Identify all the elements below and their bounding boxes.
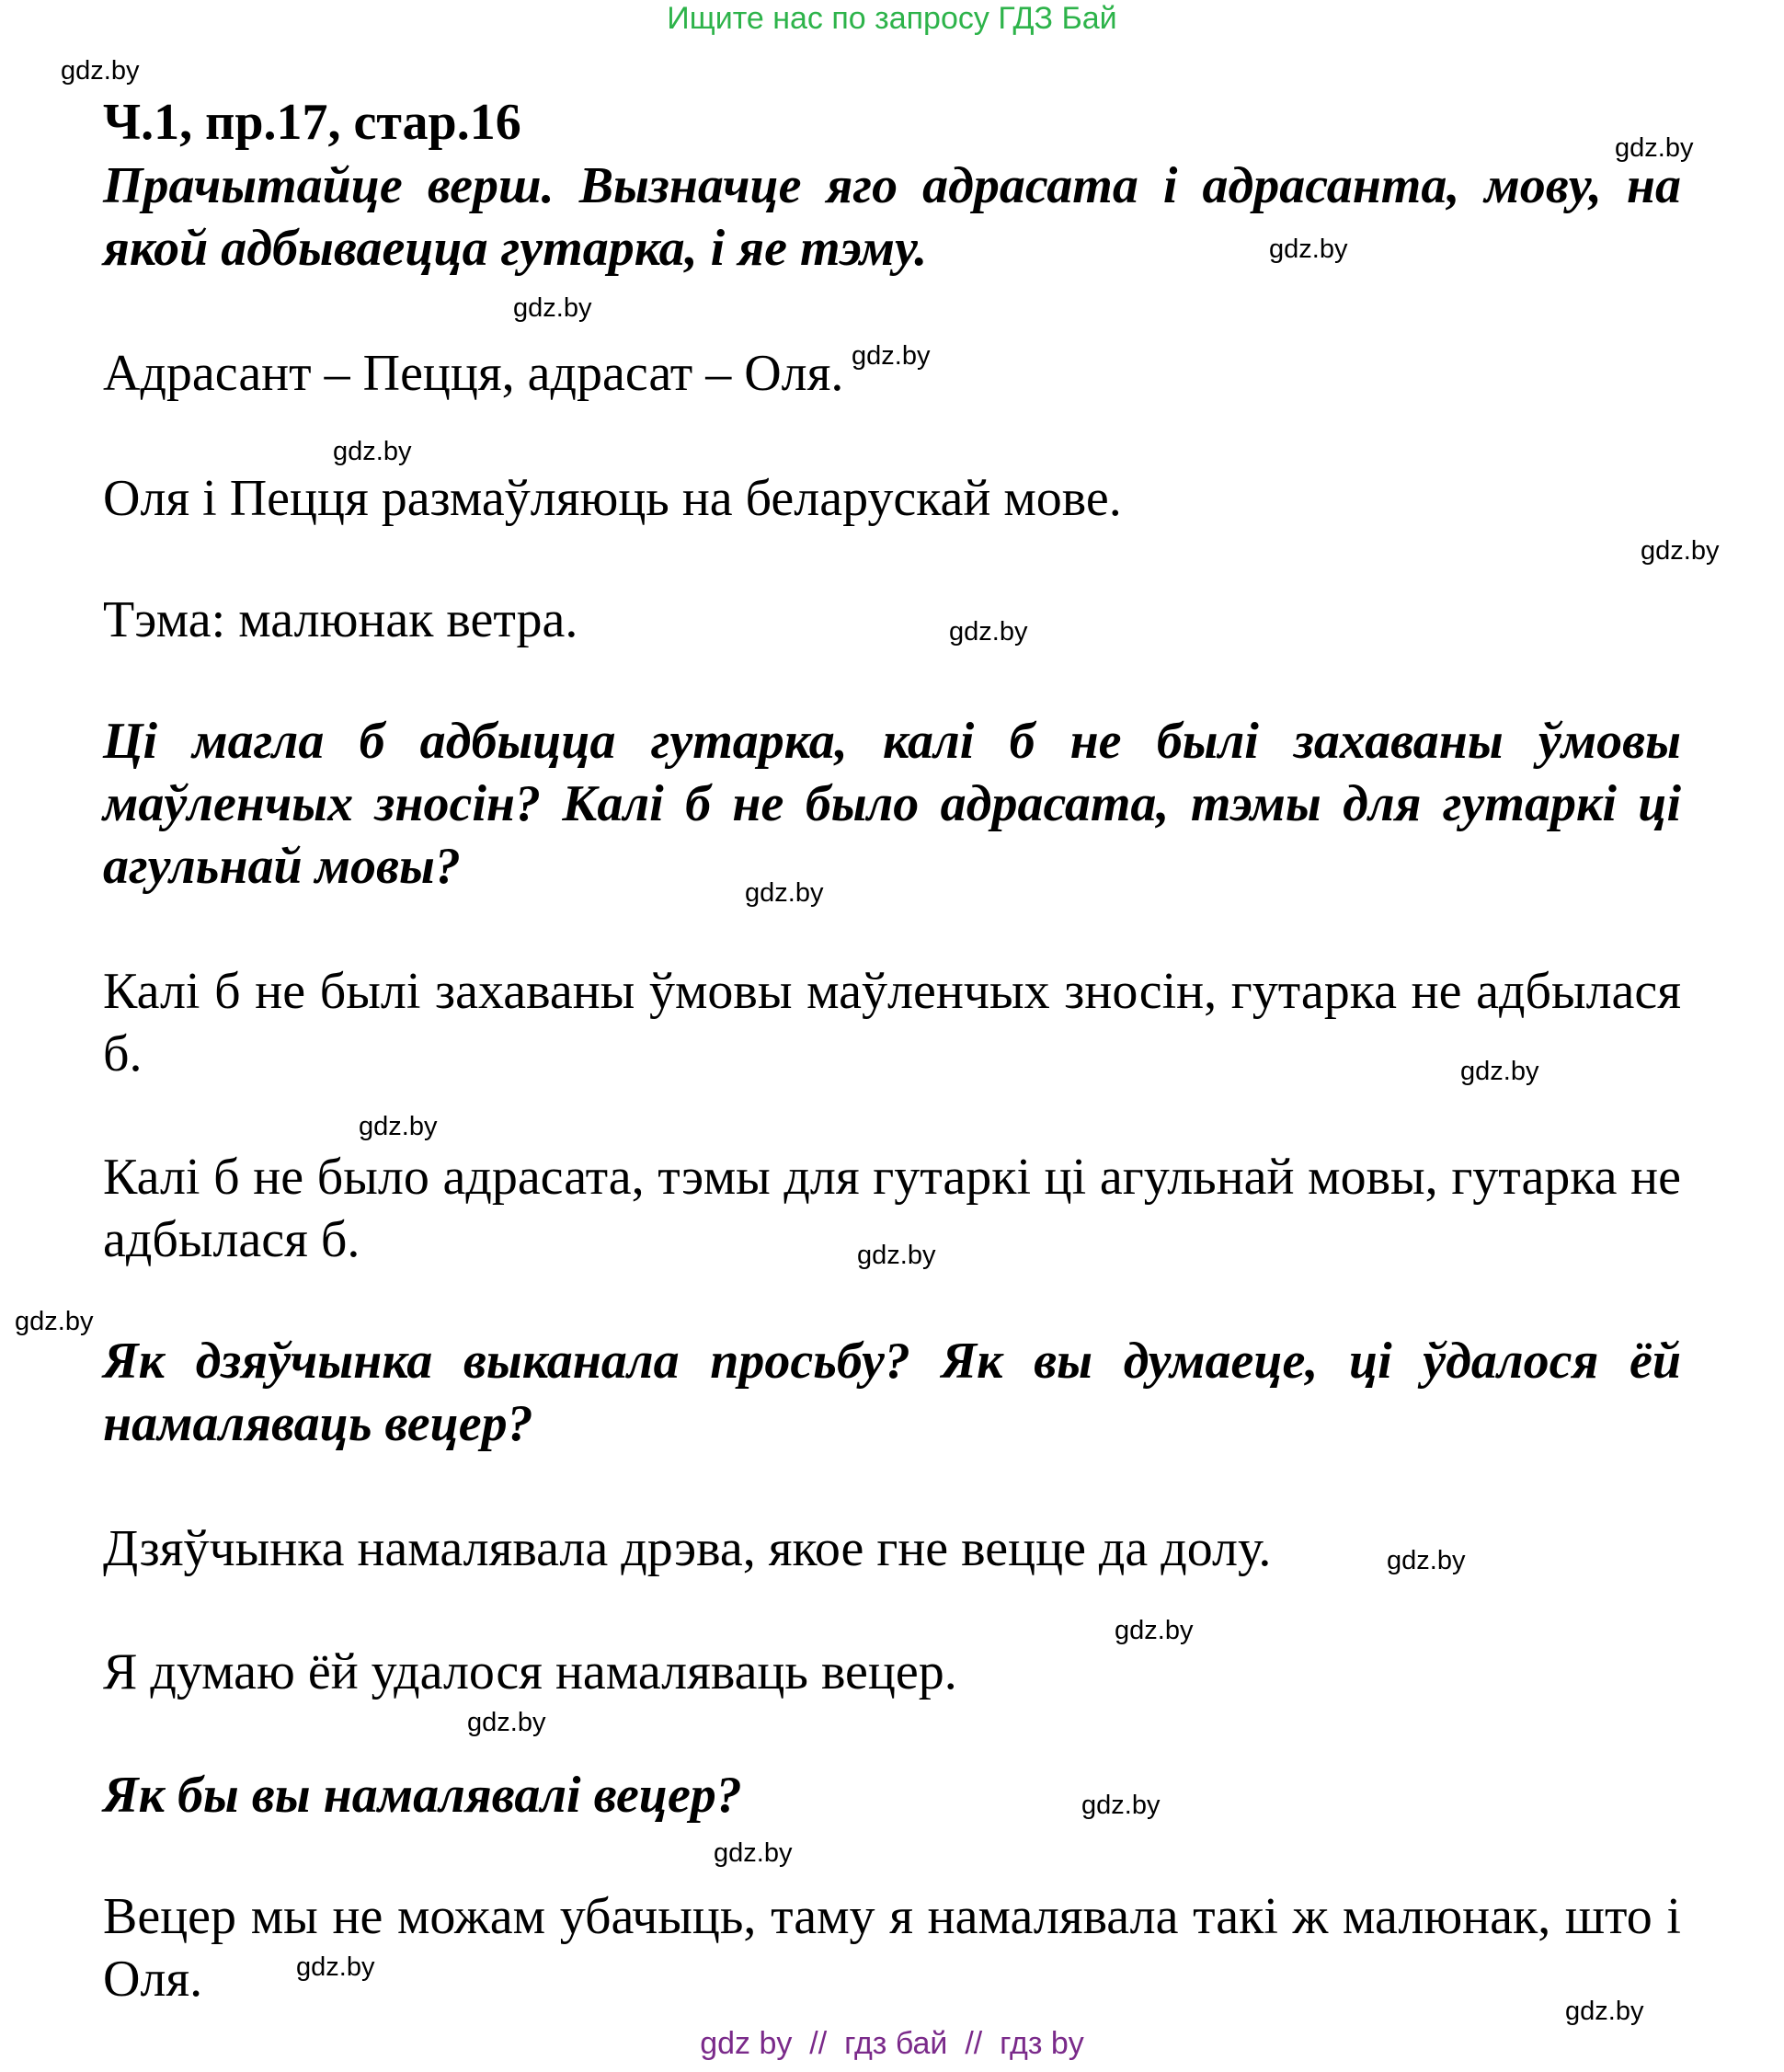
site-banner: Ищите нас по запросу ГДЗ Бай (667, 1, 1117, 36)
footer-links: gdz by // гдз бай // гдз by (700, 2026, 1084, 2061)
watermark: gdz.by (467, 1708, 546, 1737)
question-1: Прачытайце верш. Вызначце яго адрасата і адрасанта, мову, на якой адбываецца гутарка, і яе тэму. (103, 157, 1681, 277)
page-title: Ч.1, пр.17, стар.16 (103, 94, 521, 151)
watermark: gdz.by (1387, 1546, 1466, 1575)
question-2: Ці магла б адбыцца гутарка, калі б не былі захаваны ўмовы маўленчых зносін? Калі б не было адрасата, тэмы для гутаркі ці агульнай мовы? (103, 713, 1681, 895)
answer-3-opinion: Я думаю ёй удалося намаляваць вецер. (103, 1643, 957, 1700)
watermark: gdz.by (1081, 1791, 1161, 1820)
watermark: gdz.by (1460, 1057, 1539, 1086)
answer-1-language: Оля і Пецця размаўляюць на беларускай мове. (103, 470, 1122, 527)
answer-2-addressee: Калі б не было адрасата, тэмы для гутаркі ці агульнай мовы, гутарка не адбылася б. (103, 1149, 1681, 1268)
answer-4: Вецер мы не можам убачыць, таму я намалявала такі ж малюнак, што і Оля. (103, 1888, 1681, 2008)
watermark: gdz.by (296, 1952, 375, 1982)
answer-2-conditions: Калі б не былі захаваны ўмовы маўленчых зносін, гутарка не адбылася б. (103, 963, 1681, 1082)
question-3: Як дзяўчынка выканала просьбу? Як вы думаеце, ці ўдалося ёй намаляваць вецер? (103, 1333, 1681, 1452)
watermark: gdz.by (61, 56, 140, 86)
answer-1-addressee: Адрасант – Пецця, адрасат – Оля. (103, 345, 844, 402)
watermark: gdz.by (949, 617, 1028, 647)
answer-3-drawing: Дзяўчынка намалявала дрэва, якое гне вецце да долу. (103, 1520, 1272, 1577)
answer-1-theme: Тэма: малюнак ветра. (103, 591, 578, 648)
watermark: gdz.by (1115, 1616, 1194, 1645)
watermark: gdz.by (1641, 536, 1720, 566)
watermark: gdz.by (1269, 235, 1348, 264)
watermark: gdz.by (714, 1838, 793, 1868)
watermark: gdz.by (857, 1241, 936, 1270)
watermark: gdz.by (745, 878, 824, 908)
watermark: gdz.by (1565, 1997, 1644, 2026)
watermark: gdz.by (359, 1112, 438, 1141)
question-4: Як бы вы намалявалі вецер? (103, 1767, 742, 1824)
watermark: gdz.by (513, 293, 592, 323)
watermark: gdz.by (1615, 133, 1694, 163)
watermark: gdz.by (15, 1307, 94, 1336)
watermark: gdz.by (852, 341, 931, 371)
watermark: gdz.by (333, 437, 412, 466)
